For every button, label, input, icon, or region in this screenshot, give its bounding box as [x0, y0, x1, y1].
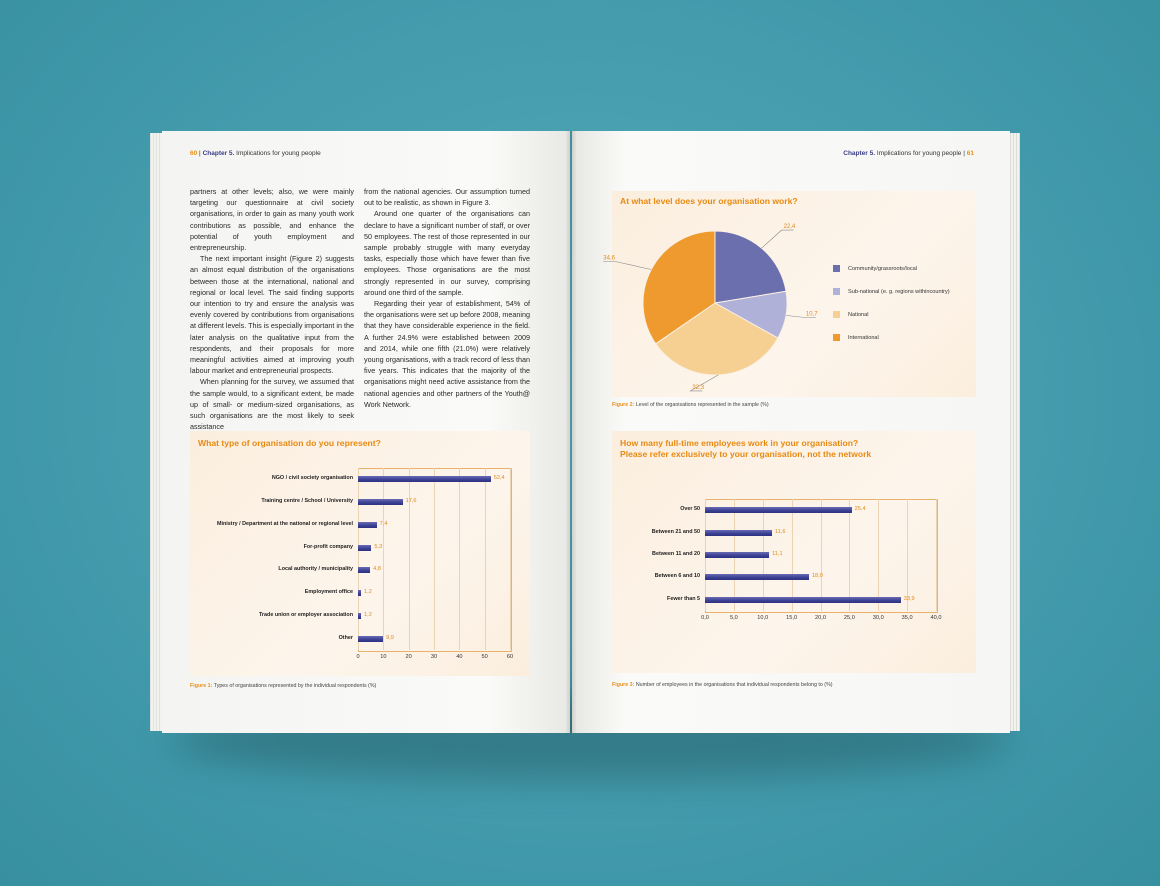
pie-value-label: 32,3 [692, 384, 705, 391]
gridline [907, 499, 908, 611]
page-number: 61 [966, 150, 974, 157]
bar-value-label: 18,0 [811, 573, 823, 580]
legend-label: National [848, 311, 869, 318]
bar [705, 530, 772, 536]
bar [358, 476, 491, 482]
bar-value-label: 52,4 [493, 475, 505, 482]
figure3-panel [612, 431, 976, 673]
bar-value-label: 5,3 [374, 543, 383, 550]
gridline [485, 468, 486, 650]
legend-swatch [833, 334, 840, 341]
gridline [358, 468, 359, 650]
bar-value-label: 33,9 [903, 595, 915, 602]
gridline [459, 468, 460, 650]
chapter-label: Chapter 5. [843, 150, 876, 157]
figure3-title-line1: How many full-time employees work in your organisation? [620, 438, 859, 448]
header-separator: | [199, 150, 201, 157]
text-column-2 [364, 186, 530, 410]
legend-label: Community/grassroots/local [848, 265, 918, 272]
chapter-title: Implications for young people [236, 150, 321, 157]
pie-value-label: 22,4 [783, 224, 796, 231]
gridline [383, 468, 384, 650]
gridline [434, 468, 435, 650]
legend-item [833, 265, 917, 272]
bar [705, 507, 852, 513]
gridline [821, 499, 822, 611]
category-label: Ministry / Department at the national or regional level [217, 520, 353, 527]
figure3-chart [612, 431, 976, 673]
figure2-panel [603, 191, 976, 397]
gridline [878, 499, 879, 611]
x-tick-label: 0,0 [701, 615, 709, 621]
bar [358, 545, 371, 551]
bar [705, 597, 901, 603]
figure3-title-line2: Please refer exclusively to your organisation, not the network [620, 449, 872, 459]
caption-text: Level of the organisations represented in the sample (%) [635, 402, 769, 408]
chapter-title: Implications for young people [876, 150, 962, 157]
x-tick-label: 20 [405, 654, 412, 660]
x-tick-label: 20,0 [815, 615, 826, 621]
chapter-label: Chapter 5. [202, 150, 235, 157]
pie-value-label: 10,7 [805, 311, 818, 318]
bar [358, 613, 361, 619]
bar [358, 590, 361, 596]
right-page-header [843, 150, 974, 157]
figure2-title: At what level does your organisation work? [620, 196, 798, 206]
x-tick-label: 15,0 [786, 615, 798, 621]
bar-value-label: 11,6 [774, 528, 786, 535]
paragraph: When planning for the survey, we assumed that the sample would, to a significant extent, be made up of small- or medium-sized organisations, as such organisations are the most likely to seek assistance [190, 377, 354, 432]
figure1-caption [190, 683, 376, 689]
legend-label: Sub-national (e. g. regions withincountry) [848, 288, 950, 295]
x-tick-label: 25,0 [843, 615, 855, 621]
legend-swatch [833, 265, 840, 272]
x-tick-label: 40,0 [930, 615, 942, 621]
category-label: Other [338, 634, 353, 641]
x-tick-label: 30,0 [872, 615, 884, 621]
category-label: Fewer than 5 [667, 595, 700, 602]
bar [358, 567, 370, 573]
bar [705, 574, 809, 580]
category-label: Between 11 and 20 [652, 551, 700, 557]
category-label: Employment office [304, 589, 353, 596]
book-spine [566, 131, 576, 733]
bar-value-label: 7,4 [379, 520, 388, 527]
bar [358, 636, 383, 642]
caption-label: Figure 2: [612, 402, 635, 408]
x-tick-label: 30 [430, 654, 438, 660]
left-page [162, 131, 570, 733]
left-page-header [190, 150, 321, 157]
x-tick-label: 5,0 [729, 615, 738, 621]
x-tick-label: 35,0 [901, 615, 913, 621]
gridline [792, 499, 793, 611]
plot-frame [358, 468, 512, 652]
figure2-caption [612, 402, 769, 408]
caption-text: Types of organisations represented by the individual respondents (%) [213, 683, 377, 689]
gridline [510, 468, 511, 650]
bar [705, 552, 769, 558]
bar-value-label: 17,6 [405, 498, 417, 505]
x-tick-label: 40 [456, 654, 463, 660]
category-label: Training centre / School / University [261, 498, 353, 505]
paragraph: partners at other levels; also, we were mainly targeting our questionnaire at civil society organisations, in order to gain as many youth work contributions as possible, and enhance the potential of youth employment and entrepreneurship. [190, 187, 354, 253]
category-label: NGO / civil society organisation [271, 475, 353, 482]
category-label: Between 21 and 50 [651, 528, 700, 535]
x-tick-label: 0 [356, 654, 360, 660]
legend-item [833, 311, 869, 318]
pie-leader-line [603, 262, 651, 270]
x-tick-label: 60 [506, 654, 514, 660]
category-label: Over 50 [680, 506, 700, 513]
pie-value-label: 34,6 [603, 255, 615, 262]
page-number: 60 [190, 150, 198, 157]
paragraph: The next important insight (Figure 2) suggests an almost equal distribution of the organisations between those at the international, national and regional or local level. The said finding supports our intention to try and ensure the analysis was evenly covered by contributions from organisations at different levels. This is especially important in the later analysis on the qualitative input from the respondents, and their proposals for more meaningful activities aimed at improving youth labour market and entrepreneurial prospects. [190, 254, 354, 376]
gridline [849, 499, 850, 611]
x-tick-label: 10 [380, 654, 387, 660]
caption-label: Figure 1: [190, 683, 213, 689]
gridline [936, 499, 937, 611]
bar-value-label: 1,2 [364, 589, 372, 596]
category-label: Between 6 and 10 [654, 573, 700, 580]
paragraph: from the national agencies. Our assumption turned out to be realistic, as shown in Figure 3. [364, 187, 530, 208]
figure3-caption [612, 682, 833, 688]
bar [358, 522, 377, 528]
figure1-panel [190, 431, 530, 676]
right-page [572, 131, 1010, 733]
bar-value-label: 25,4 [854, 506, 866, 513]
figure1-chart [190, 431, 530, 676]
bar [358, 499, 403, 505]
legend-item [833, 334, 879, 341]
caption-label: Figure 3: [612, 682, 635, 688]
legend-label: International [848, 334, 879, 341]
legend-swatch [833, 311, 840, 318]
pie-leader-line [762, 230, 794, 248]
gridline [409, 468, 410, 650]
x-tick-label: 50 [481, 654, 488, 660]
category-label: For-profit company [303, 543, 353, 550]
legend-item [833, 288, 950, 295]
category-label: Trade union or employer association [258, 611, 353, 618]
legend-swatch [833, 288, 840, 295]
pie-slice [715, 231, 786, 303]
category-label: Local authority / municipality [278, 566, 353, 573]
caption-text: Number of employees in the organisations that individual respondents belong to (%) [635, 682, 833, 688]
paragraph: Around one quarter of the organisations can declare to have a significant number of staff, or over 50 employees. The rest of those represented in our sample probably struggle with many everyday tasks, especially those which have fewer than five employees. Those organisations are the most strongly represented in our survey, comprising around one third of the sample. [364, 209, 530, 297]
x-tick-label: 10,0 [757, 615, 769, 621]
bar-value-label: 11,1 [772, 551, 783, 557]
header-separator: | [963, 150, 965, 157]
bar-value-label: 4,8 [373, 566, 381, 573]
paragraph: Regarding their year of establishment, 54% of the organisations were set up before 2008, meaning that they have considerable experience in the field. A further 24.9% were established between 2009 and 2014, while one fifth (21.0%) were relatively young organisations, with a track record of less than five years. This indicates that the majority of the organisations might need active assistance from the national agencies and other partners of the Youth@ Work Network. [364, 299, 530, 409]
bar-value-label: 9,9 [386, 634, 394, 641]
text-column-1 [190, 186, 354, 432]
bar-value-label: 1,2 [364, 611, 372, 618]
figure1-title: What type of organisation do you represent? [198, 438, 381, 448]
